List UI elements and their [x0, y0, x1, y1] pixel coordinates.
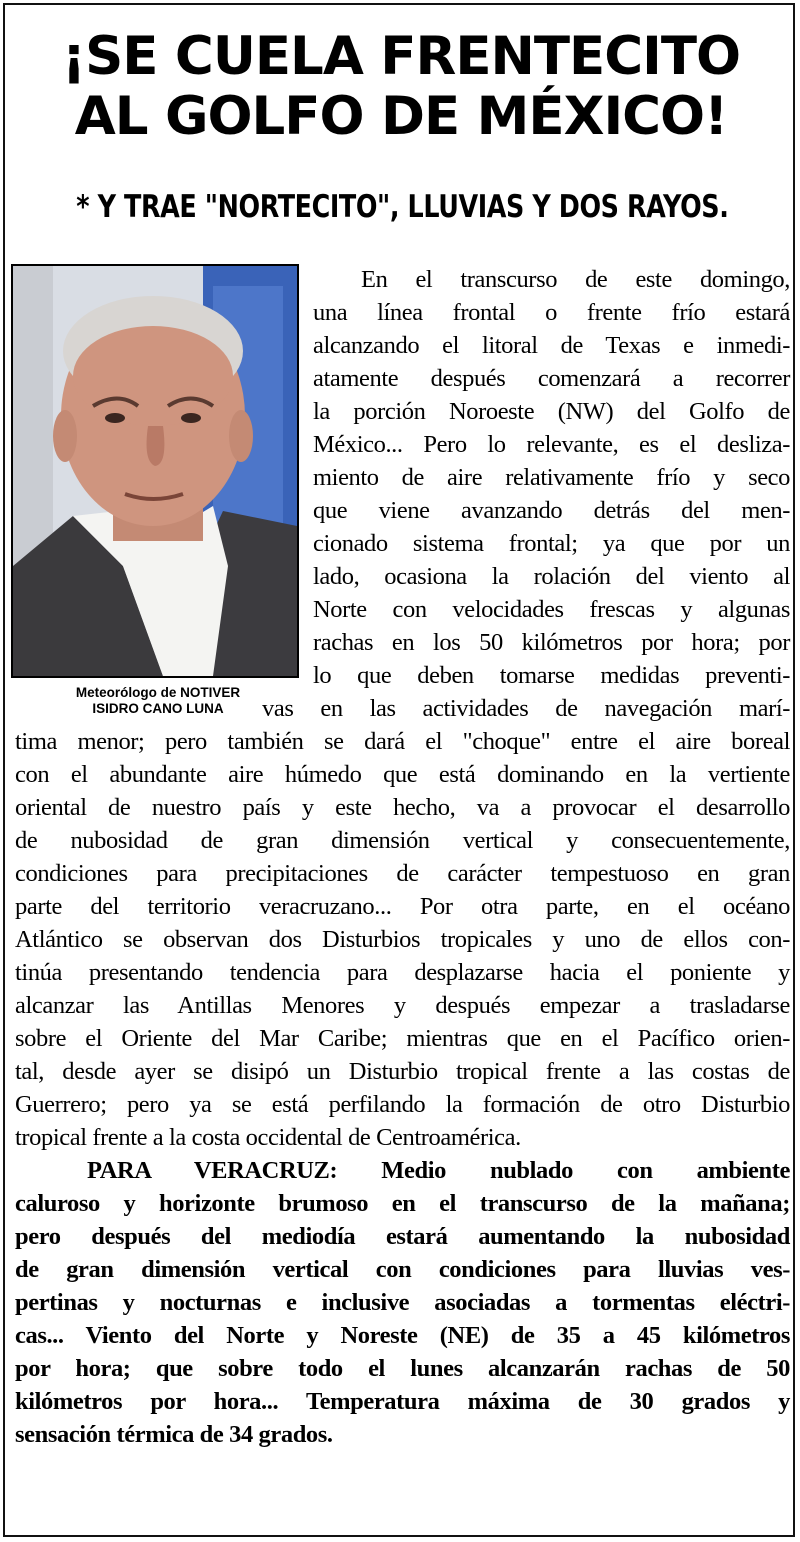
body-line: Guerrero; pero ya se está perfilando la formación de otro Disturbio: [15, 1091, 790, 1118]
forecast-line: de gran dimensión vertical con condiciones para lluvias ves-: [15, 1256, 790, 1283]
body-line: oriental de nuestro país y este hecho, va a provocar el desarrollo: [15, 794, 790, 821]
body-line: atamente después comenzará a recorrer: [313, 365, 790, 392]
body-line: vas en las actividades de navegación marí-: [262, 695, 790, 722]
body-line: alcanzar las Antillas Menores y después empezar a trasladarse: [15, 992, 790, 1019]
photo-caption: [17, 685, 299, 717]
forecast-line: pertinas y nocturnas e inclusive asociadas a tormentas eléctri-: [15, 1289, 790, 1316]
body-line: En el transcurso de este domingo,: [361, 266, 790, 293]
body-line: Atlántico se observan dos Disturbios tropicales y uno de ellos con-: [15, 926, 790, 953]
article-frame: [3, 3, 795, 1537]
body-line: sobre el Oriente del Mar Caribe; mientras que en el Pacífico orien-: [15, 1025, 790, 1052]
author-photo: [11, 264, 299, 678]
subheadline: * Y TRAE "NORTECITO", LLUVIAS Y DOS RAYOS.: [76, 189, 729, 225]
body-line: con el abundante aire húmedo que está dominando en la vertiente: [15, 761, 790, 788]
body-line: una línea frontal o frente frío estará: [313, 299, 790, 326]
body-line: de nubosidad de gran dimensión vertical y consecuentemente,: [15, 827, 790, 854]
body-line: tal, desde ayer se disipó un Disturbio tropical frente a las costas de: [15, 1058, 790, 1085]
body-line: la porción Noroeste (NW) del Golfo de: [313, 398, 790, 425]
body-line: condiciones para precipitaciones de carácter tempestuoso en gran: [15, 860, 790, 887]
body-line: que viene avanzando detrás del men-: [313, 497, 790, 524]
body-line: cionado sistema frontal; ya que por un: [313, 530, 790, 557]
body-line: alcanzando el litoral de Texas e inmedi-: [313, 332, 790, 359]
body-line: tinúa presentando tendencia para desplazarse hacia el poniente y: [15, 959, 790, 986]
portrait-image: [13, 266, 297, 676]
headline-line-2: AL GOLFO DE MÉXICO!: [74, 86, 728, 147]
forecast-line: PARA VERACRUZ: Medio nublado con ambiente: [87, 1157, 790, 1184]
headline-line-1: ¡SE CUELA FRENTECITO: [61, 26, 741, 87]
forecast-line: pero después del mediodía estará aumentando la nubosidad: [15, 1223, 790, 1250]
forecast-line: caluroso y horizonte brumoso en el transcurso de la mañana;: [15, 1190, 790, 1217]
headline: [5, 27, 797, 147]
body-line: miento de aire relativamente frío y seco: [313, 464, 790, 491]
body-line: Norte con velocidades frescas y algunas: [313, 596, 790, 623]
body-line: tropical frente a la costa occidental de Centroamérica.: [15, 1124, 521, 1151]
body-line: tima menor; pero también se dará el "choque" entre el aire boreal: [15, 728, 790, 755]
caption-line-2: ISIDRO CANO LUNA: [92, 701, 224, 716]
body-line: parte del territorio veracruzano... Por otra parte, en el océano: [15, 893, 790, 920]
body-line: rachas en los 50 kilómetros por hora; por: [313, 629, 790, 656]
forecast-line: sensación térmica de 34 grados.: [15, 1421, 333, 1448]
forecast-line: por hora; que sobre todo el lunes alcanzarán rachas de 50: [15, 1355, 790, 1382]
body-line: lo que deben tomarse medidas preventi-: [313, 662, 790, 689]
forecast-line: cas... Viento del Norte y Noreste (NE) de 35 a 45 kilómetros: [15, 1322, 790, 1349]
body-line: México... Pero lo relevante, es el desliza-: [313, 431, 790, 458]
body-line: lado, ocasiona la rolación del viento al: [313, 563, 790, 590]
caption-line-1: Meteorólogo de NOTIVER: [75, 685, 241, 700]
forecast-line: kilómetros por hora... Temperatura máxima de 30 grados y: [15, 1388, 790, 1415]
